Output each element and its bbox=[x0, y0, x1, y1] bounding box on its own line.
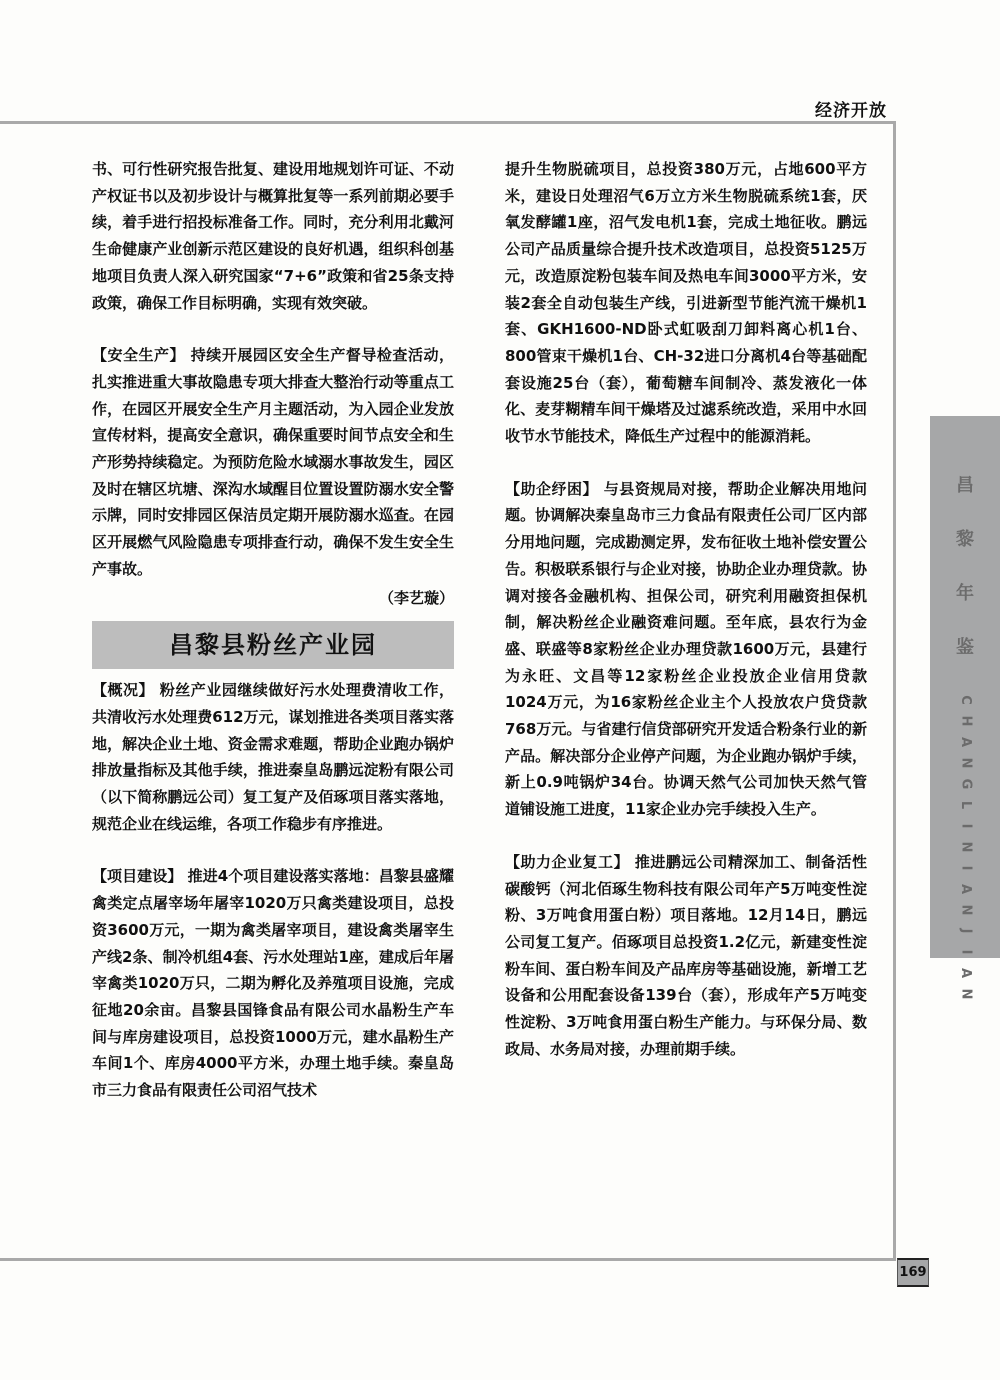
side-tab-letter: I bbox=[957, 823, 973, 829]
section-heading-resume-work: 【助力企业复工】 bbox=[505, 852, 630, 871]
side-tab-letter: N bbox=[957, 841, 973, 853]
side-tab-letter: L bbox=[957, 800, 973, 810]
section-heading-relief: 【助企纾困】 bbox=[505, 479, 599, 498]
yearbook-side-tab bbox=[930, 416, 1000, 1000]
paragraph-relief bbox=[505, 476, 867, 823]
paragraph-projects bbox=[92, 863, 454, 1103]
side-tab-letter: G bbox=[957, 778, 973, 790]
side-tab-letter: N bbox=[957, 904, 973, 916]
side-tab-letter: N bbox=[957, 757, 973, 769]
side-tab-letter: J bbox=[957, 928, 973, 934]
side-tab-pinyin bbox=[957, 693, 973, 1001]
section-heading-overview: 【概况】 bbox=[92, 681, 155, 700]
page-number: 169 bbox=[897, 1258, 929, 1287]
side-tab-letter: I bbox=[957, 949, 973, 955]
paragraph-body: 推进4个项目建设落实落地：昌黎县盛耀禽类定点屠宰场年屠宰1020万只禽类建设项目，总投资3600万元，一期为禽类屠宰项目，建设禽类屠宰生产线2条、制冷机组4套、污水处理站1座，建成后年屠宰禽类1020万只，二期为孵化及养殖项目设施，完成征地20余亩。昌黎县国锋食品有限公司水晶粉生产车间与库房建设项目，总投资1000万元，建水晶粉生产车间1个、库房4000平方米，办理土地手续。秦皇岛市三力食品有限责任公司沼气技术 bbox=[92, 867, 454, 1100]
running-head-title: 经济开放 bbox=[815, 101, 887, 121]
section-title-banner: 昌黎县粉丝产业园 bbox=[92, 621, 454, 669]
section-heading-safety: 【安全生产】 bbox=[92, 346, 186, 365]
paragraph-body: 与县资规局对接，帮助企业解决用地问题。协调解决秦皇岛市三力食品有限责任公司厂区内部分用地问题，完成勘测定界，发布征收土地补偿安置公告。积极联系银行与企业对接，协助企业办理贷款。协调对接各金融机构、担保公司，研究利用融资担保机制，解决粉丝企业融资难问题。至年底，县农行为金盛、联盛等8家粉丝企业办理贷款1600万元，县建行为永旺、文昌等12家粉丝企业投放企业信用贷款1024万元，为16家粉丝企业主个人投放农户贷贷款768万元。与省建行信贷部研究开发适合粉条行业的新产品。解决部分企业停产问题，为企业跑办锅炉手续，新上0.9吨锅炉34台。协调天然气公司加快天然气管道铺设施工进度，11家企业办完手续投入生产。 bbox=[505, 479, 867, 819]
paragraph-safety bbox=[92, 342, 454, 582]
side-tab-letter: I bbox=[957, 865, 973, 871]
side-tab-char: 昌 bbox=[956, 475, 974, 496]
section-heading-projects: 【项目建设】 bbox=[92, 867, 183, 886]
paragraph-body: 粉丝产业园继续做好污水处理费清收工作，共清收污水处理费612万元，谋划推进各类项目落实落地，解决企业土地、资金需求难题，帮助企业跑办锅炉排放量指标及其他手续，推进秦皇岛鹏远淀粉有限公司（以下简称鹏远公司）复工复产及佰琢项目落实落地，规范企业在线运维，各项工作稳步有序推进。 bbox=[92, 681, 454, 833]
side-tab-letter: A bbox=[957, 967, 973, 979]
paragraph-continued: 提升生物脱硫项目，总投资380万元，占地600平方米，建设日处理沼气6万立方米生物脱硫系统1套，厌氧发酵罐1座，沼气发电机1套，完成土地征收。鹏远公司产品质量综合提升技术改造项目，总投资5125万元，改造原淀粉包装车间及热电车间3000平方米，安装2套全自动包装生产线，引进新型节能汽流干燥机1套、GKH1600-ND卧式虹吸刮刀卸料离心机1台、800管束干燥机1台、CH-32进口分离机4台等基础配套设施25台（套），葡萄糖车间制冷、蒸发液化一体化、麦芽糊精车间干燥塔及过滤系统改造，采用中水回收节水节能技术，降低生产过程中的能源消耗。 bbox=[505, 160, 867, 446]
left-column bbox=[92, 156, 454, 1104]
paragraph-overview bbox=[92, 677, 454, 837]
side-tab-letter: H bbox=[957, 715, 973, 727]
paragraph-body: 持续开展园区安全生产督导检查活动，扎实推进重大事故隐患专项大排查大整治行动等重点工作，在园区开展安全生产月主题活动，为入园企业发放宣传材料，提高安全意识，确保重要时间节点安全和生产形势持续稳定。为预防危险水域溺水事故发生，园区及时在辖区坑塘、深沟水域醒目位置设置防溺水安全警示牌，同时安排园区保洁员定期开展防溺水巡查。在园区开展燃气风险隐患专项排查行动，确保不发生安全生产事故。 bbox=[92, 346, 454, 578]
side-tab-char: 年 bbox=[956, 583, 974, 604]
side-tab-char: 鉴 bbox=[956, 637, 974, 658]
side-tab-char: 黎 bbox=[956, 529, 974, 550]
side-tab-letter: A bbox=[957, 883, 973, 895]
side-tab-letter: N bbox=[957, 988, 973, 1000]
paragraph-body: 推进鹏远公司精深加工、制备活性碳酸钙（河北佰琢生物科技有限公司年产5万吨变性淀粉、3万吨食用蛋白粉）项目落地。12月14日，鹏远公司复工复产。佰琢项目总投资1.2亿元，新建变性淀粉车间、蛋白粉车间及产品库房等基础设施，新增工艺设备和公用配套设备139台（套），形成年产5万吨变性淀粉、3万吨食用蛋白粉生产能力。与环保分局、数政局、水务局对接，办理前期手续。 bbox=[505, 852, 867, 1058]
side-tab-letter: A bbox=[957, 736, 973, 748]
paragraph-continued: 书、可行性研究报告批复、建设用地规划许可证、不动产权证书以及初步设计与概算批复等一系列前期必要手续，着手进行招投标准备工作。同时，充分利用北戴河生命健康产业创新示范区建设的良好机遇，组织科创基地项目负责人深入研究国家“7+6”政策和省25条支持政策，确保工作目标明确，实现有效突破。 bbox=[92, 160, 454, 312]
side-tab-letter: C bbox=[957, 695, 973, 705]
paragraph-resume-work bbox=[505, 849, 867, 1063]
author-byline: （李艺璇） bbox=[378, 588, 454, 607]
right-column bbox=[505, 156, 867, 1063]
